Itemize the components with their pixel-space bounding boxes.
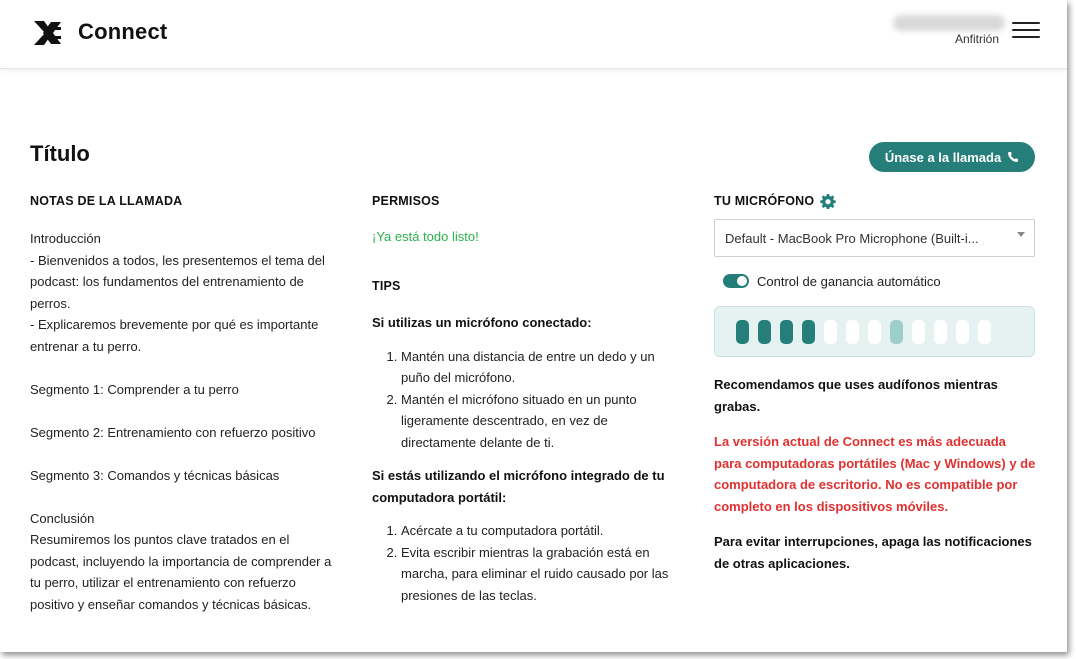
notes-line: Segmento 2: Entrenamiento con refuerzo positivo (30, 424, 316, 440)
notes-line (30, 486, 340, 508)
join-call-label: Únase a la llamada (884, 149, 1002, 165)
top-bar (0, 0, 1067, 69)
agc-label: Control de ganancia automático (757, 273, 941, 289)
mic-level-bar (846, 320, 859, 344)
microphone-section (714, 192, 1036, 574)
notes-line: Introducción (30, 231, 101, 246)
mic-level-bar (758, 320, 771, 344)
call-notes-text (30, 228, 340, 615)
phone-icon (1007, 151, 1019, 163)
agc-row (714, 271, 1036, 291)
notes-line: Resumiremos los puntos clave tratados en el podcast, incluyendo la importancia de comprender a tu perro, utilizar el entrenamiento con refuerzo positivo y enseñar comandos y técnicas básicas. (30, 532, 332, 612)
permissions-heading: PERMISOS (372, 194, 440, 208)
join-call-button[interactable] (869, 142, 1035, 172)
notes-line: Conclusión (30, 510, 95, 526)
connected-mic-tips-list (372, 346, 682, 454)
mic-level-bar (956, 320, 969, 344)
notes-line: Segmento 3: Comandos y técnicas básicas (30, 467, 280, 483)
microphone-select[interactable] (714, 219, 1035, 257)
tips-heading: TIPS (372, 279, 401, 293)
mic-level-bar (780, 320, 793, 344)
laptop-mic-tips-list (372, 520, 682, 606)
microphone-heading: TU MICRÓFONO (714, 194, 815, 208)
notes-line: - Bienvenidos a todos, les presentemos el tema del podcast: los fundamentos del entrenamiento de perros. (30, 252, 325, 311)
permissions-status: ¡Ya está todo listo! (372, 229, 479, 244)
notes-line (30, 400, 340, 422)
notifications-advice: Para evitar interrupciones, apaga las notificaciones de otras aplicaciones. (714, 534, 1032, 571)
mic-level-bar (736, 320, 749, 344)
mic-level-bar (978, 320, 991, 344)
notes-line: - Explicaremos brevemente por qué es importante entrenar a tu perro. (30, 317, 319, 354)
permissions-tips-section (372, 192, 682, 606)
mic-level-meter (714, 306, 1035, 357)
user-role: Anfitrión (955, 32, 1000, 46)
laptop-mic-tips-title: Si estás utilizando el micrófono integrado de tu computadora portátil: (372, 468, 665, 505)
connect-logo-icon[interactable] (32, 18, 62, 48)
list-item: 1. Acércate a tu computadora portátil. (401, 520, 682, 542)
gear-icon[interactable] (820, 193, 836, 209)
chevron-down-icon (1017, 232, 1025, 237)
list-item: 2. Mantén el micrófono situado en un punto ligeramente descentrado, en vez de directamente delante de ti. (401, 389, 682, 454)
app-title: Connect (78, 19, 168, 44)
mic-level-bar (868, 320, 881, 344)
call-notes-section (30, 192, 340, 615)
user-name-redacted (893, 15, 1005, 31)
list-item: 2. Evita escribir mientras la grabación está en marcha, para eliminar el ruido causado por las presiones de las teclas. (401, 542, 682, 607)
page-title: Título (30, 141, 90, 166)
microphone-heading-row (714, 192, 1036, 210)
mic-level-bar (934, 320, 947, 344)
notes-line: Segmento 1: Comprender a tu perro (30, 381, 239, 397)
compatibility-warning: La versión actual de Connect es más adecuada para computadoras portátiles (Mac y Windows) y de computadora de escritorio. No es compatible por completo en los dispositivos móviles. (714, 434, 1036, 514)
headphones-recommendation: Recomendamos que uses audífonos mientras grabas. (714, 377, 998, 414)
microphone-select-value: Default - MacBook Pro Microphone (Built-i... (725, 230, 979, 246)
call-notes-heading: NOTAS DE LA LLAMADA (30, 194, 183, 208)
mic-level-bar (824, 320, 837, 344)
notes-line (30, 357, 340, 379)
connected-mic-tips-title: Si utilizas un micrófono conectado: (372, 315, 592, 330)
mic-level-bar (802, 320, 815, 344)
mic-level-bar (912, 320, 925, 344)
agc-toggle[interactable] (723, 274, 749, 288)
hamburger-menu-icon[interactable] (1012, 22, 1042, 44)
notes-line (30, 443, 340, 465)
list-item: 1. Mantén una distancia de entre un dedo y un puño del micrófono. (401, 346, 682, 389)
mic-level-bar (890, 320, 903, 344)
